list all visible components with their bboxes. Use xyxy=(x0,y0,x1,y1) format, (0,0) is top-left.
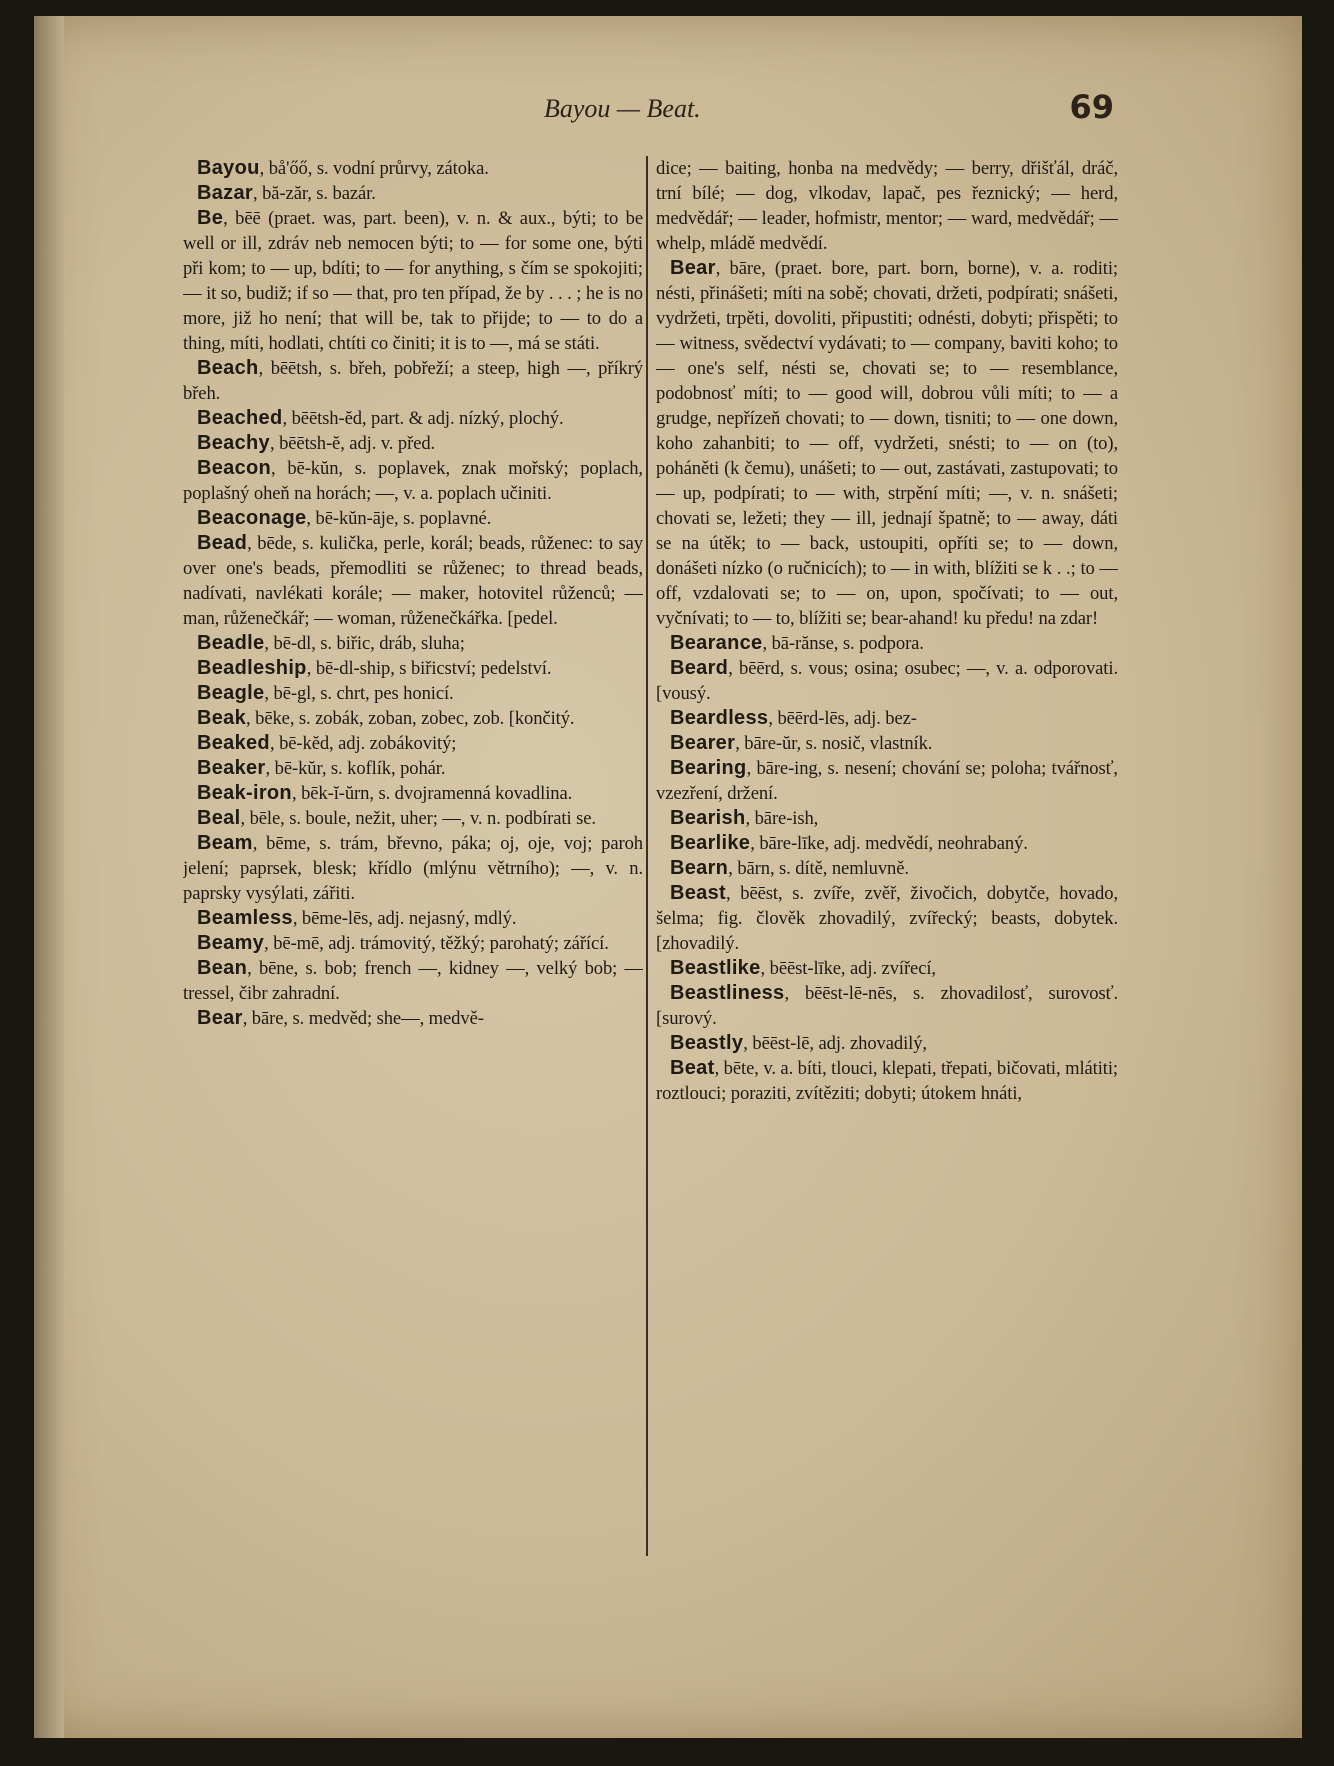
entry-headword: Beamless xyxy=(197,907,293,929)
entry-headword: Bean xyxy=(197,957,248,979)
dictionary-entry: Bearish, bāre-ish, xyxy=(670,807,819,829)
entry-definition: bēētsh-ĕ, adj. v. před. xyxy=(279,433,436,454)
right-column xyxy=(656,156,1118,1596)
entry-definition: bēde, s. kulička, perle, korál; beads, růženec: to say over one's beads, přemodliti se růženec; to thread beads, nadívati, navlékati korále; — maker, hotovitel růženců; — man, růženečkář; — woman, růženečkářka. [pedel. xyxy=(183,533,643,629)
dictionary-entry: Bearlike, bāre-līke, adj. medvědí, neohrabaný. xyxy=(670,832,1028,854)
dictionary-entry: Bear, bāre, (praet. bore, part. born, borne), v. a. roditi; nésti, přinášeti; míti na sobě; chovati, držeti, podpírati; snášeti, vydržeti, trpěti, dovoliti, připustiti; odnésti, dobyti; přispěti; to — witness, svědectví vydávati; to — company, baviti koho; to — one's self, nésti se, chovati se; to — resemblance, podobnosť míti; to — good will, dobrou vůli míti; to — a grudge, nepřízeň chovati; to — down, tisniti; to — one down, koho zahanbiti; to — off, vydržeti, snésti; to — on (to), poháněti (k čemu), unášeti; to — out, zastávati, zastupovati; to — up, podpírati; to — with, strpění míti; —, v. n. snášeti; chovati se, ležeti; they — ill, jednají špatně; to — away, dáti se na útěk; to — back, ustoupiti, opříti se; to — down, donášeti nízko (o ručnicích); to — in with, blížiti se k . .; to — off, vzdalovati se; to — on, upon, spočívati; to — out, vyčnívati; to — to, blížiti se; bear-ahand! ku předu! na zdar! xyxy=(656,257,1118,629)
entry-definition: bă-zăr, s. bazár. xyxy=(262,183,376,204)
dictionary-entry: Bearance, bā-rănse, s. podpora. xyxy=(670,632,924,654)
entry-headword: Bearer xyxy=(670,732,736,754)
dictionary-entry: Beadleship, bē-dl-ship, s biřicství; pedelství. xyxy=(197,657,552,679)
entry-definition: dice; — baiting, honba na medvědy; — berry, dřišťál, dráč, trní bílé; — dog, vlkodav, lapač, pes řeznický; — herd, medvědář; — leader, hofmistr, mentor; — ward, medvědář; — whelp, mládě medvědí. xyxy=(656,158,1118,254)
dictionary-entry xyxy=(656,156,1118,256)
dictionary-page xyxy=(34,16,1302,1738)
entry-headword: Be xyxy=(197,207,224,229)
entry-definition: bēērd, s. vous; osina; osubec; —, v. a. odporovati. [vousý. xyxy=(656,658,1118,704)
entry-definition: bēte, v. a. bíti, tlouci, klepati, třepati, bičovati, mlátiti; roztlouci; poraziti, zvítěziti; dobyti; útokem hnáti, xyxy=(656,1058,1118,1104)
dictionary-entry: Beak, bēke, s. zobák, zoban, zobec, zob. [končitý. xyxy=(197,707,575,729)
entry-headword: Beaked xyxy=(197,732,270,754)
dictionary-entry: Beacon, bē-kŭn, s. poplavek, znak mořský; poplach, poplašný oheň na horách; —, v. a. poplach učiniti. xyxy=(183,457,643,504)
entry-definition: bēē (praet. was, part. been), v. n. & aux., býti; to be well or ill, zdráv neb nemocen býti; to — for some one, býti při kom; to — up, bdíti; to — for anything, s čím se spokojiti; — it so, budiž; if so — that, pro ten případ, že by . . . ; he is no more, již ho není; that will be, tak to přijde; to — to do a thing, míti, hodlati, chtíti co činiti; it is to —, má se státi. xyxy=(183,208,643,354)
page-header xyxy=(184,88,1114,128)
entry-definition: bēme, s. trám, břevno, páka; oj, oje, voj; paroh jelení; paprsek, blesk; křídlo (mlýnu větrního); —, v. n. paprsky vysýlati, zářiti. xyxy=(183,833,643,904)
entry-definition: bāre-ŭr, s. nosič, vlastník. xyxy=(744,733,933,754)
entry-headword: Beadle xyxy=(197,632,265,654)
entry-headword: Bearn xyxy=(670,857,729,879)
dictionary-entry: Be, bēē (praet. was, part. been), v. n. & aux., býti; to be well or ill, zdráv neb nemocen býti; to — for some one, býti při kom; to — up, bdíti; to — for anything, s čím se spokojiti; — it so, budiž; if so — that, pro ten případ, že by . . . ; he is no more, již ho není; that will be, tak to přijde; to — to do a thing, míti, hodlati, chtíti co činiti; it is to —, má se státi. xyxy=(183,207,643,354)
dictionary-entry: Beastlike, bēēst-līke, adj. zvířecí, xyxy=(670,957,936,979)
entry-headword: Beak xyxy=(197,707,247,729)
entry-headword: Beastliness xyxy=(670,982,785,1004)
entry-definition: bāre, (praet. bore, part. born, borne), v. a. roditi; nésti, přinášeti; míti na sobě; chovati, držeti, podpírati; snášeti, vydržeti, trpěti, dovoliti, připustiti; odnésti, dobyti; přispěti; to — witness, svědectví vydávati; to — company, baviti koho; to — one's self, nésti se, chovati se; to — resemblance, podobnosť míti; to — good will, dobrou vůli míti; to — a grudge, nepřízeň chovati; to — down, tisniti; to — one down, koho zahanbiti; to — off, vydržeti, snésti; to — on (to), poháněti (k čemu), unášeti; to — out, zastávati, zastupovati; to — up, podpírati; to — with, strpění míti; —, v. n. snášeti; chovati se, ležeti; they — ill, jednají špatně; to — away, dáti se na útěk; to — back, ustoupiti, opříti se; to — down, donášeti nízko (o ručnicích); to — in with, blížiti se k . .; to — off, vzdalovati se; to — on, upon, spočívati; to — out, vyčnívati; to — to, blížiti se; bear-ahand! ku předu! na zdar! xyxy=(656,258,1118,629)
entry-headword: Beachy xyxy=(197,432,270,454)
dictionary-entry: Bear, bāre, s. medvěd; she—, medvě- xyxy=(197,1007,484,1029)
entry-headword: Beaconage xyxy=(197,507,307,529)
entry-definition: bēētsh-ĕd, part. & adj. nízký, plochý. xyxy=(291,408,564,429)
entry-definition: bē-gl, s. chrt, pes honicí. xyxy=(273,683,454,704)
entry-definition: bē-kŭr, s. koflík, pohár. xyxy=(274,758,446,779)
entry-definition: bē-kŭn-āje, s. poplavné. xyxy=(315,508,492,529)
book-gutter xyxy=(34,16,64,1738)
entry-headword: Bearing xyxy=(670,757,747,779)
entry-headword: Bear xyxy=(670,257,716,279)
entry-headword: Beacon xyxy=(197,457,272,479)
entry-definition: bå'őő, s. vodní průrvy, zátoka. xyxy=(268,158,489,179)
entry-definition: bēne, s. bob; french —, kidney —, velký bob; — tressel, čibr zahradní. xyxy=(183,958,643,1004)
entry-definition: bārn, s. dítě, nemluvně. xyxy=(737,858,909,879)
entry-definition: bē-kŭn, s. poplavek, znak mořský; poplach, poplašný oheň na horách; —, v. a. poplach učiniti. xyxy=(183,458,643,504)
dictionary-entry: Beamless, bēme-lēs, adj. nejasný, mdlý. xyxy=(197,907,517,929)
dictionary-entry: Bean, bēne, s. bob; french —, kidney —, velký bob; — tressel, čibr zahradní. xyxy=(183,957,643,1004)
dictionary-entry: Beastliness, bēēst-lē-nēs, s. zhovadilosť, surovosť. [surový. xyxy=(656,982,1118,1029)
entry-headword: Beam xyxy=(197,832,253,854)
entry-headword: Beardless xyxy=(670,707,769,729)
entry-headword: Bazar xyxy=(197,182,253,204)
dictionary-entry: Beal, bēle, s. boule, nežit, uher; —, v. n. podbírati se. xyxy=(197,807,596,829)
entry-definition: bēēst-lē, adj. zhovadilý, xyxy=(752,1033,927,1054)
dictionary-entry: Beard, bēērd, s. vous; osina; osubec; —, v. a. odporovati. [vousý. xyxy=(656,657,1118,704)
entry-headword: Beak-iron xyxy=(197,782,292,804)
entry-headword: Beat xyxy=(670,1057,715,1079)
entry-definition: bē-dl, s. biřic, dráb, sluha; xyxy=(273,633,465,654)
entry-headword: Bearish xyxy=(670,807,746,829)
entry-definition: bāre-ing, s. nesení; chování se; poloha; tvářnosť, vzezření, držení. xyxy=(656,758,1118,804)
entry-headword: Beard xyxy=(670,657,729,679)
entry-headword: Beaker xyxy=(197,757,266,779)
entry-headword: Beastlike xyxy=(670,957,761,979)
dictionary-entry: Beached, bēētsh-ĕd, part. & adj. nízký, plochý. xyxy=(197,407,564,429)
entry-headword: Bead xyxy=(197,532,248,554)
entry-headword: Bayou xyxy=(197,157,260,179)
dictionary-entry: Beast, bēēst, s. zvíře, zvěř, živočich, dobytče, hovado, šelma; fig. člověk zhovadilý, zvířecký; beasts, dobytek. [zhovadilý. xyxy=(656,882,1118,954)
dictionary-entry: Beachy, bēētsh-ĕ, adj. v. před. xyxy=(197,432,436,454)
entry-definition: bēērd-lēs, adj. bez- xyxy=(777,708,917,729)
entry-headword: Beamy xyxy=(197,932,265,954)
entry-headword: Beast xyxy=(670,882,726,904)
entry-definition: bēētsh, s. břeh, pobřeží; a steep, high —, příkrý břeh. xyxy=(183,358,643,404)
entry-headword: Bearance xyxy=(670,632,763,654)
dictionary-entry: Beam, bēme, s. trám, břevno, páka; oj, oje, voj; paroh jelení; paprsek, blesk; křídlo (mlýnu větrního); —, v. n. paprsky vysýlati, zářiti. xyxy=(183,832,643,904)
entry-headword: Beastly xyxy=(670,1032,744,1054)
dictionary-entry: Bayou, bå'őő, s. vodní průrvy, zátoka. xyxy=(197,157,489,179)
dictionary-entry: Beadle, bē-dl, s. biřic, dráb, sluha; xyxy=(197,632,465,654)
dictionary-entry: Beaked, bē-kĕd, adj. zobákovitý; xyxy=(197,732,457,754)
entry-definition: bē-dl-ship, s biřicství; pedelství. xyxy=(315,658,552,679)
entry-definition: bēke, s. zobák, zoban, zobec, zob. [končitý. xyxy=(255,708,575,729)
entry-definition: bēēst-līke, adj. zvířecí, xyxy=(769,958,936,979)
entry-headword: Bear xyxy=(197,1007,243,1029)
entry-headword: Beadleship xyxy=(197,657,307,679)
dictionary-entry: Beaconage, bē-kŭn-āje, s. poplavné. xyxy=(197,507,492,529)
dictionary-entry: Bearer, bāre-ŭr, s. nosič, vlastník. xyxy=(670,732,933,754)
running-title: Bayou — Beat. xyxy=(544,94,701,123)
dictionary-entry: Beach, bēētsh, s. břeh, pobřeží; a steep, high —, příkrý břeh. xyxy=(183,357,643,404)
entry-headword: Beach xyxy=(197,357,259,379)
dictionary-entry: Beaker, bē-kŭr, s. koflík, pohár. xyxy=(197,757,446,779)
page-number: 69 xyxy=(1069,88,1114,126)
dictionary-entry: Bearing, bāre-ing, s. nesení; chování se; poloha; tvářnosť, vzezření, držení. xyxy=(656,757,1118,804)
dictionary-entry: Beak-iron, bēk-ĭ-ŭrn, s. dvojramenná kovadlina. xyxy=(197,782,573,804)
column-divider xyxy=(646,156,648,1556)
dictionary-entry: Bead, bēde, s. kulička, perle, korál; beads, růženec: to say over one's beads, přemodliti se růženec; to thread beads, nadívati, navlékati korále; — maker, hotovitel růženců; — man, růženečkář; — woman, růženečkářka. [pedel. xyxy=(183,532,643,629)
dictionary-entry: Beagle, bē-gl, s. chrt, pes honicí. xyxy=(197,682,454,704)
entry-definition: bēme-lēs, adj. nejasný, mdlý. xyxy=(301,908,517,929)
entry-definition: bēk-ĭ-ŭrn, s. dvojramenná kovadlina. xyxy=(301,783,573,804)
left-column xyxy=(183,156,643,1596)
entry-headword: Bearlike xyxy=(670,832,751,854)
entry-definition: bāre-ish, xyxy=(754,808,819,829)
entry-definition: bē-mē, adj. trámovitý, těžký; parohatý; zářící. xyxy=(273,933,609,954)
dictionary-entry: Beamy, bē-mē, adj. trámovitý, těžký; parohatý; zářící. xyxy=(197,932,609,954)
dictionary-entry: Beastly, bēēst-lē, adj. zhovadilý, xyxy=(670,1032,927,1054)
entry-definition: bēēst-lē-nēs, s. zhovadilosť, surovosť. [surový. xyxy=(656,983,1118,1029)
entry-headword: Beal xyxy=(197,807,241,829)
entry-definition: bāre, s. medvěd; she—, medvě- xyxy=(251,1008,484,1029)
dictionary-entry: Beardless, bēērd-lēs, adj. bez- xyxy=(670,707,917,729)
entry-headword: Beagle xyxy=(197,682,265,704)
dictionary-entry: Bearn, bārn, s. dítě, nemluvně. xyxy=(670,857,909,879)
dictionary-entry: Bazar, bă-zăr, s. bazár. xyxy=(197,182,376,204)
entry-definition: bā-rănse, s. podpora. xyxy=(771,633,924,654)
dictionary-entry: Beat, bēte, v. a. bíti, tlouci, klepati, třepati, bičovati, mlátiti; roztlouci; poraziti, zvítěziti; dobyti; útokem hnáti, xyxy=(656,1057,1118,1104)
entry-definition: bē-kĕd, adj. zobákovitý; xyxy=(279,733,457,754)
entry-headword: Beached xyxy=(197,407,283,429)
entry-definition: bēle, s. boule, nežit, uher; —, v. n. podbírati se. xyxy=(249,808,596,829)
entry-definition: bāre-līke, adj. medvědí, neohrabaný. xyxy=(759,833,1028,854)
entry-definition: bēēst, s. zvíře, zvěř, živočich, dobytče, hovado, šelma; fig. člověk zhovadilý, zvířecký; beasts, dobytek. [zhovadilý. xyxy=(656,883,1118,954)
